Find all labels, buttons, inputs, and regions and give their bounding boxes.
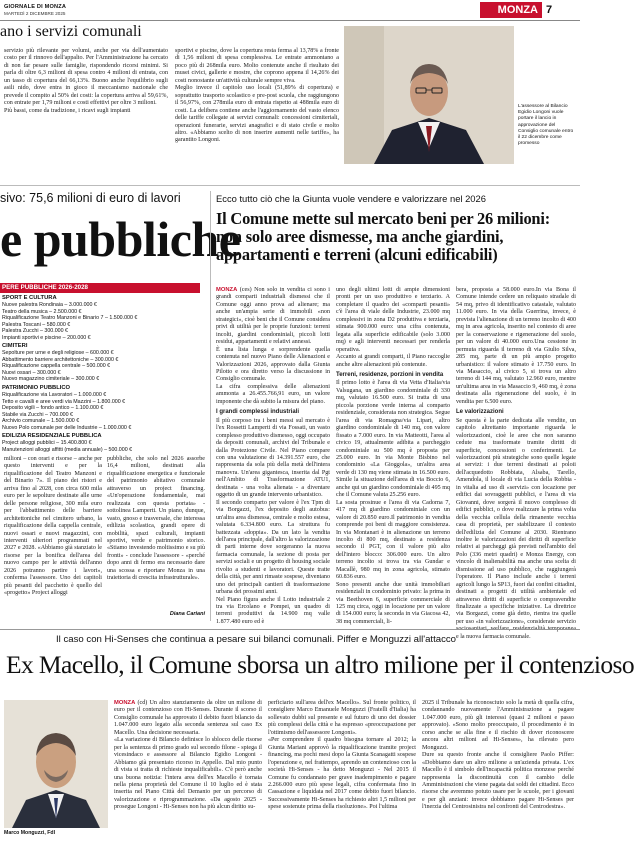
paper-name: GIORNALE DI MONZA [4, 4, 67, 10]
list-item: Archivio comunale – 1.500.000 € [2, 418, 80, 425]
right-story-col2-text: uno degli ultimi lotti di ampie dimensioni pronti per un uso produttivo e terziario. A completare il quadro dei «comparti pesanti» c'è l'area di viale delle Industrie, 23.000 mq complessivi in zona D2 produttiva e terziaria, stimata 900.000 euro: una cifra contenuta, legata alla superficie edificabile (solo 3.000 mq) e agli interventi necessari per renderla operativa. Accanto ai grandi comparti, il Piano raccoglie anche altre alienazioni più contenute. [336, 287, 450, 368]
list-item: Abbattimento barriere architettoniche – 300.000 € [2, 356, 119, 363]
list-section-cimiteri [2, 343, 202, 383]
bottom-story-col3: 2025 il Tribunale ha riconosciuto solo la metà di quella cifra, condannando nuovamente l'Amministrazione a pagare 1.047.000 euro, più gli interessi (quasi 2 milioni e passo approvato). «Sono molto preoccupato, il procedimento è in corso anche se alla fine e il rischio di dover riconoscere ancora altri milioni ad Hi-Senses», ha rilevato pero Monguzzi. Dure su questo fronte anche il consigliere Paolo Piffer: «Dobbiamo dare un altro milione a un'azienda privata. L'ex Macello è il simbolo dell'incapacità politica monzese perché rappresenta la discontinuità con il cambio delle Amministrazioni che viene pagata dai soldi dei cittadini. Ecco risorse che avremmo potuto usare per le scuole, per i giovani e per gli anziani: invece dobbiamo pagare Hi-Senses per l'inerzia del Centrosinistra nel confronti del Centrodestra». [422, 700, 574, 811]
monguzzi-caption: Marco Monguzzi, Fdl [4, 830, 56, 836]
right-story-col2b-text: Il primo lotto è l'area di via Vetta d'Italia/via Valsugana, un giardino condominiale di 330 mq, valutato 16.500 euro. Si tratta di una piccola porzione verde interna al comparto residenziale, considerata non strategica. Segue l'area di via Romagna/via Lipari, altro giardino condominiale di 140 mq, con valore fissato a 7.000 euro. In via Matteotti, l'area al civico 19, attualmente adibita a parcheggio condominiale su 500 mq è proposta per 25.000 euro. In via Monte Bisbino nel condominio «La Gioggola», un'altra area verde di 130 mq viene stimata in 16.500 euro. Simile la situazione dell'area di via Boccio 6, anche qui un giardino condominiale di 495 mq che il Comune valuta 25.256 euro. La sosta prosinue e l'area di via Cadorna 7, 417 mq di giardino condominiale con un valore di 20.850 euro.Il patrimonio in vendita comprende poi beni di maggiore consistenza. In via Montanari è in alienazione un terreno incolto di 800 mq, destinato a residenza secondo il PGT, con il valore più alto dell'intero blocco: 306.000 euro. Un altro terreno incolto si trova tra via Gundar e Macallè, 980 mq in zona agricola, stimato 60.836 euro. Sono presenti anche due unità immobiliari residenziali in condominio privato: la prima in via Beethoven 6, superficie commerciale di 125 mq circa, oggi in locazione per un valore di 154.000 euro; la seconda in via Giacosa 42, 38 mq commerciali, li- [336, 380, 450, 625]
list-item: Stabile via Zucchi – 700.000 € [2, 411, 73, 418]
top-story-col2: sportivi e piscine, dove la copertura resta ferma al 13,78% a fronte di 1,56 milioni di spesa complessiva. Le entrate ammontano a poco più di 268mila euro. Molto contenute anche il risultato dei musei civici, gallerie e mostre, che coprono appena il 14,26% dei costi nonostante un'attività culturale sempre viva. Meglio invece il capitolo uso locali (51,89% di copertura) e soprattutto trasporto scolastico e pre-post scuola, che raggiungono il 56,97%, con 278mila euro di entrata rispetto ai 488mila euro di costi. La delibera contiene anche l'aggiornamento del vasto elenco delle tariffe collegate ai servizi comunali: concessioni cimiteriali, operazioni funerarie, servizi anagrafici e di stato civile e molto altro. «Abbiamo scelto di non inserire aumenti nelle tariffe», ha garantito Longoni. [175, 48, 339, 144]
masthead-rule [0, 20, 580, 21]
monguzzi-photo [4, 700, 108, 828]
left-story-col2: pubbliche, che solo nel 2026 assorbe 16,4 milioni, destinati alla riqualificazione energetica e funzionale del patrimonio abitativo comunale attraverso un project financing. «Un'operazione fondamentale, mai realizzata con questa portata» - sottolinea Lamperti. Un piano, dunque, vasto, gnoso e trasversale, che interessa edilizia scolastica, grandi opere di mobilità, spazi culturali, impianti sportivi, verde e patrimonio storico. «Stiamo investendo moltissimo e su più fronti» - conclude l'assessore - «perché dopo anni di fermo era necessario dare una scossa e riportare Monza in una traiettoria di crescita infrastrutturale». [107, 456, 205, 582]
bottom-kicker: Il caso con Hi-Senses che continua a pesare sui bilanci comunali. Piffer e Monguzzi all'attacco [56, 634, 457, 645]
list-item: Nuove palestra Rondinaia – 3.000.000 € [2, 302, 97, 308]
assessore-photo-caption: L'assessore al Bilancio Egidio Longoni vuole portare il lancio in approvazione del Consiglio comunale entro il 22 dicembre come promesso [518, 104, 574, 147]
right-story-col1b-text: Il più corposo tra i beni messi sul mercato è l'ex Rossetti Lamperti di via Fossati, un vasto complesso produttivo dismesso, oggi occupato da depositi comunali, archivi del Tribunale e dalla Protezione Civile. Nel Piano compare con una valutazione di 14.391.557 euro, che rappresenta da sola più della metà dell'intera manovra. Un'area gigantesca, inserita dal Pgt nell'Ambito di Trasformazione ATU1, destinata - una volta alienata - a diventare oggetto di un grande intervento urbanistico. Il secondo comparto per valore è l'ex Tpm di via Borgazzi, l'ex deposito degli autobus: un'altra area dismessa, centrale e molto estesa, valutata 6.334.800 euro. La struttura fu battezzata «doppia». Da un lato la vendita dell'area principale, dall'altro la valorizzazione di parti interne dove sorgeranno la nuova farmacia comunale, la sezione di posta per servizi sociali e un progetto di housing sociale rivolto a studenti e lavoratori. Queste tratte della città, per anni rimaste sospese, diventano uno dei principali cantieri di trasformazione urbana dei prossimi anni. Nel Piano figura anche il Lotto industriale 2 tra via Ercolano e Pompei, un quadro di terreni produttivi da 14.900 mq valle 1.877.480 euro ed è [216, 417, 330, 625]
page-number: 7 [546, 4, 553, 16]
list-section-title: CIMITERI [2, 343, 28, 350]
list-item: Riqualificazione cappella centrale – 500.000 € [2, 363, 111, 370]
list-section-edilizia [2, 433, 202, 453]
top-section-divider [0, 185, 580, 186]
bottom-story-col2: perficiario sull'area dell'ex Macello». Sul fronte politico, il consigliere Marco Emanuele Monguzzi (Fratelli d'Italia) ha sollevato dubbi sul presente e sul futuro di uno dei dossier più complessi della città e ha espresso «preoccupazione per l'ottimismo dell'assessore Longoni». «Per comprendere il quadro bisogna tornare al 2012; la Giunta Mariani approvò la riqualificazione tramite project financing, ma pochi mesi dopo la Giunta Scanagatti sospese l'operazione e, nel frattempo, aprendo un contenzioso con la società Hi-Senses - ha detto Monguzzi - Nel 2015 il Comune fu condannato per grave inadempimento e pagare 2.266.000 euro più spese legali, cifra confermata fino in Cassazione e liquidata nel 2017 come debito fuori bilancio. Successivamente Hi-Senses ha richiesto altri 1,5 milioni per spese sostenute prima della risoluzione». Poi l'ultima [268, 700, 416, 811]
right-story-col3 [456, 287, 576, 640]
list-section-title: PATRIMONIO PUBBLICO [2, 385, 71, 392]
list-item: Nuovi ossari – 300.000 € [2, 369, 61, 376]
left-byline: Diana Cariani [169, 611, 205, 617]
list-item: Manutenzioni alloggi affitti (media annuale) – 500.000 € [2, 446, 133, 453]
top-story-col1: servizio più rilevante per volumi, anche per via dell'aumentato costo per il rinnovo dell'appalto. Per l'Amministrazione ha cercato di non far pesare sulle famiglie, rispondendo ricorsi minimi. Si parla di oltre 6,3 milioni di spesa contro 4 milioni di entrata, con un tasso di copertura del 66,13%. Buono anche l'equilibrio sugli asili nido, dove entra in gioco il meccanismo nazionale che prevede il compito al 50% dei costi: la copertura arriva al 59,61%, con entrate per 1,79 milioni e costi effettivi per oltre 3 milioni. Più bassi, come da tradizione, i ricavi sugli impianti [4, 48, 168, 114]
right-kicker: Ecco tutto ciò che la Giunta vuole vendere e valorizzare nel 2026 [216, 193, 486, 204]
issue-date: MARTEDÌ 2 DICEMBRE 2025 [4, 11, 66, 16]
dateline: MONZA [216, 287, 238, 293]
list-item: Palestra Toscani – 580.000 € [2, 321, 71, 328]
bottom-story-col1 [114, 700, 262, 838]
right-story-col3b-text: Se questa è la parte dedicata alle vendite, un capitolo altrettanto importante riguarda le valorizzazioni, cioè le aree che non saranno cedute ma trasformate tramite diritti di superficie, concessioni o conferimenti. Le valorizzazioni più strategiche sono quelle legate ai servizi: i due terreni destinati ai poloii dell'acquedotto Robbiata, Alsaba, Tarello, Amendola, il locale di via Lucia della Robbia - in vitalia ad uso di «servizi» con locazione per edifici dai sovraggetti pubblici, e l'area di via Giovanni, dove sorgerà il nuovo complesso di edifici pubblici, o dove realizzare la prima volta della vecchia cellula della rimanente vecchia casa di proprietà, per stabilizzare il contesto dell'edilizia del Comune al 2030. Rientrano inoltre le valorizzazioni dei diritti di superficie relativi ai parcheggi già previsti nell'ambito del Polo (336 metri quadri) e Monza Energy, con vincolo di inalienabilità ma anche una scelta di dismissione ad uso pubblico, che raggiungerà l'operatore. Il Piano include anche i terreni agricoli lungo la SP13, fuori dai confini cittadini, destinati a progetti di utilità ambientale ed attraverso diritti di superficie o compravendite finalizzate a specifiche iniziative. La direttrice via Borgazzi, come già detto, rientra tra quelle per uso «in valorizzazione», considerate servizio e la nuova farmacia comunale. [456, 417, 576, 640]
list-item: Riqualificazione via Lavoratori – 1.000.000 € [2, 392, 107, 399]
right-story-col3-text: bera, proposta a 58.000 euro.In via Bona il Comune intende cedere un reliquato stradale di 54 mq, privo di identificativo catastale, valutato 11.000 euro. In via della Guerrina, invece, è prevista l'alienazione di un terreno incolto di 400 mq in area agricola, inserito nel contesto di aree per la conservazione e rigenerazione del suolo, per un valore di 40.000 euro.Una cessione in permuta riguarda il terreno di via Giulio Silva, 285 mq, parte di un più ampio progetto urbanistico: il valore stimato è 17.750 euro. In via Masaccio, al civico 5, si trova un altro terreno di 144 mq, valutato 12.960 euro, mentre un'ultima area in via Masaccio 9, 460 mq, è zona destinata alla rigenerazione del suolo, è in vendita per 6.500 euro. [456, 287, 576, 405]
list-item: Impianti sportivi e piscine – 200.000 € [2, 334, 91, 341]
subhead-terreni: Terreni, residenze, porzioni in vendita [336, 371, 444, 378]
list-item: Sepolture per urne e degli religiose – 600.000 € [2, 350, 114, 357]
list-item: Nuovo magazzino cimiteriale – 300.000 € [2, 376, 100, 383]
column-divider [210, 191, 211, 621]
list-section-sport [2, 295, 202, 341]
list-item: Project alloggi pubblici – 15.400.800 € [2, 440, 92, 447]
list-section-title: EDILIZIA RESIDENZIALE PUBBLICA [2, 433, 102, 440]
list-item: Deposito vigili – fondo antico – 1.100.000 € [2, 405, 104, 412]
list-item: Teatro della musica – 2.500.000 € [2, 308, 82, 315]
public-works-list [2, 293, 202, 453]
list-item: Riqualificazione Teatro Manzoni e Binario 7 – 1.500.000 € [2, 315, 138, 322]
subhead-industriali: I grandi complessi industriali [216, 409, 300, 416]
bottom-headline: Ex Macello, il Comune sborsa un altro milione per il contenzioso [6, 650, 634, 679]
list-section-title: SPORT E CULTURA [2, 295, 57, 301]
list-section-patrimonio [2, 385, 202, 431]
right-headline: Il Comune mette sul mercato beni per 26 milioni: non solo aree dismesse, ma anche giardini, appartamenti e terreni (alcuni edificabili) [216, 209, 550, 264]
top-headline-fragment: ano i servizi comunali [0, 23, 142, 40]
section-tag: MONZA [480, 2, 542, 18]
left-story-col1: milioni – con orari e risorse – anche per questo interventi e per la riqualificazione del Teatro Manzoni e del Binario 7». Il piano dei ristori e arriva fino al 2028, con circa 600 mila euro per le sepolture destinate alle urne delle persone religiose, 300 mila euro per l'abbattimento delle barriere architettoniche nel cimitero urbano, la riqualificazione della cappella centrale, nuovi ossari e nuovi magazzini, con interventi ulteriori programmati nel 2027 e 2028. «Abbiamo già stanziato le risorse per la bonifica dell'area del nuovo campo per le attività dell'anno 2026 potranno partire i lavori», conferma l'assessore. Uno dei capitoli più pesanti del pacchetto è quello del «progetto» Project alloggi [4, 456, 102, 597]
public-works-box-title: PERE PUBBLICHE 2026-2028 [0, 283, 200, 293]
list-item: Nuovo Polo comunale per delle Industrie – 1.000.000 € [2, 424, 132, 431]
subhead-valorizzazioni: Le valorizzazioni [456, 409, 504, 416]
list-item: Palestra Zucchi – 300.000 € [2, 328, 68, 335]
right-story-col1 [216, 287, 330, 625]
list-item: Tetto e cavalli e aree verdi via Mazzini – 1.800.000 € [2, 398, 126, 405]
left-kicker: sivo: 75,6 milioni di euro di lavori [0, 191, 181, 205]
assessore-photo [344, 26, 514, 164]
bottom-section-divider [0, 629, 580, 630]
right-story-col1-text: (ces) Non solo in vendita ci sono i grandi comparti industriali dismessi che il Comune oggi anno prova ad alienare; ma anche un'ampia serie di immobili «non strategici», cioè beni che il Comune considera privi di utilità per le proprie funzioni: terreni incolti, giardini condominiali, piccoli lotti residui, appartamenti e relativi annessi. È una lista lunga e sorprendente quella contenuta nel nuovo Piano delle Alienazioni e Valorizzazioni 2026, approvato dalla Giunta Pilotto e ora diretto verso la discussione in Consiglio comunale. La cifra complessiva delle alienazioni ammonta a 26.455.766,91 euro, un valore imponente che dà subito la misura del piano. [216, 287, 330, 405]
right-story-col2 [336, 287, 450, 625]
bottom-story-col1-text: (cd) Un altro stanziamento da oltre un milione di euro per il contenzioso con Hi-Senses. Durante il scorso il Consiglio comunale ha approvato il debito fuori bilancio da 1.047.000 euro legato alla seconda sentenza sul caso Ex Macello. Una decisione necessaria. «La variazione di Bilancio definisce lo sblocco delle risorse per la sentenza di primo grado sul secondo filone - spiega il vicesindaco e assessore al Bilancio Egidio Longoni - Abbiamo già presentato ricorso in Appello. Dal mio punto di vista si tratta di richieste inqualificabili». C'è però anche una buona notizia: l'intera area dell'ex Macello è tornata nella piena proprietà del Comune il 10 luglio ed è stata inserita nel Piano Città del Demanio per un percorso di valorizzazione e riprogrammazione. «Da agosto 2025 - prosegue Longoni - Hi-Senses non ha più alcun diritto su- [114, 700, 262, 811]
bottom-dateline: MONZA [114, 700, 136, 706]
left-headline: e pubbliche [0, 211, 241, 267]
